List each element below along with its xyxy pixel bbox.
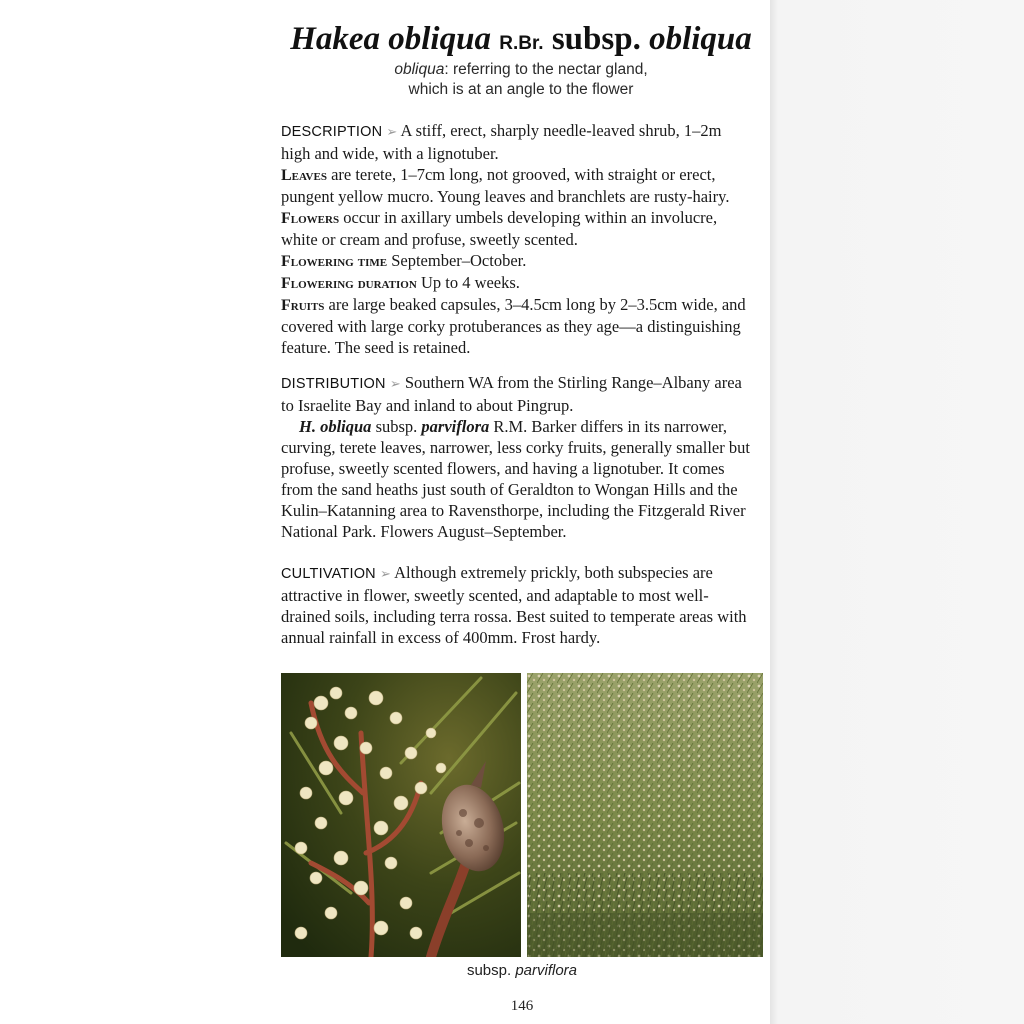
etymology-term: obliqua <box>394 61 445 78</box>
flowering-duration-label: Flowering duration <box>281 275 417 292</box>
distribution-section <box>281 372 753 542</box>
cultivation-heading: CULTIVATION <box>281 566 376 582</box>
title-author: R.Br. <box>499 33 544 54</box>
etymology-line2: which is at an angle to the flower <box>408 81 634 98</box>
flowers-label: Flowers <box>281 210 340 227</box>
photo-caption <box>281 962 763 979</box>
caption-epithet: parviflora <box>515 962 578 979</box>
arrow-icon: ➢ <box>389 377 401 392</box>
caption-rank: subsp. <box>466 962 512 979</box>
left-margin <box>0 0 255 1024</box>
subspecies-epithet: parviflora <box>421 417 490 436</box>
description-section <box>281 120 753 358</box>
subspecies-genus: H. obliqua <box>299 417 372 436</box>
title-epithet: obliqua <box>649 21 752 57</box>
etymology-line1: : referring to the nectar gland, <box>444 61 648 78</box>
page-title <box>255 18 787 65</box>
description-heading: DESCRIPTION <box>281 124 383 140</box>
shrub-habit-photo <box>527 673 763 957</box>
cultivation-text: Although extremely prickly, both subspecies are attractive in flower, sweetly scented, and adaptable to most well-drained soils, including terra rossa. Best suited to temperate areas with annual rainfall in excess of 400mm. Frost hardy. <box>281 563 747 647</box>
title-species: Hakea obliqua <box>290 21 491 57</box>
distribution-heading: DISTRIBUTION <box>281 376 386 392</box>
page-number: 146 <box>510 998 534 1014</box>
fruits-text: are large beaked capsules, 3–4.5cm long by 2–3.5cm wide, and covered with large corky protuberances as they age—a distinguishing feature. The seed is retained. <box>281 295 746 357</box>
description-text: A stiff, erect, sharply needle-leaved shrub, 1–2m high and wide, with a lignotuber. <box>281 121 722 163</box>
leaves-label: Leaves <box>281 167 327 184</box>
distribution-text: Southern WA from the Stirling Range–Albany area to Israelite Bay and inland to about Pingrup. <box>281 373 742 415</box>
fruits-label: Fruits <box>281 297 325 314</box>
subspecies-rank: subsp. <box>375 417 418 436</box>
title-rank: subsp. <box>551 21 641 57</box>
leaves-text: are terete, 1–7cm long, not grooved, with straight or erect, pungent yellow mucro. Young leaves and branchlets are rusty-hairy. <box>281 165 730 206</box>
flowering-time-label: Flowering time <box>281 253 388 270</box>
flowering-time-text: September–October. <box>391 251 527 270</box>
subspecies-text: R.M. Barker differs in its narrower, curving, terete leaves, narrower, less corky fruits, generally smaller but profuse, sweetly scented flowers, and having a lignotuber. It comes from the sand heaths just south of Geraldton to Wongan Hills and the Kulin–Katanning area to Ravensthorpe, including the Fitzgerald River National Park. Flowers August–September. <box>281 417 750 541</box>
page-gutter <box>770 0 1024 1024</box>
arrow-icon: ➢ <box>379 567 391 582</box>
cultivation-section <box>281 562 753 648</box>
flower-closeup-photo <box>281 673 521 957</box>
etymology <box>255 60 787 100</box>
flowers-text: occur in axillary umbels developing within an involucre, white or cream and profuse, sweetly scented. <box>281 208 718 249</box>
arrow-icon: ➢ <box>386 125 398 140</box>
flowering-duration-text: Up to 4 weeks. <box>420 273 520 292</box>
